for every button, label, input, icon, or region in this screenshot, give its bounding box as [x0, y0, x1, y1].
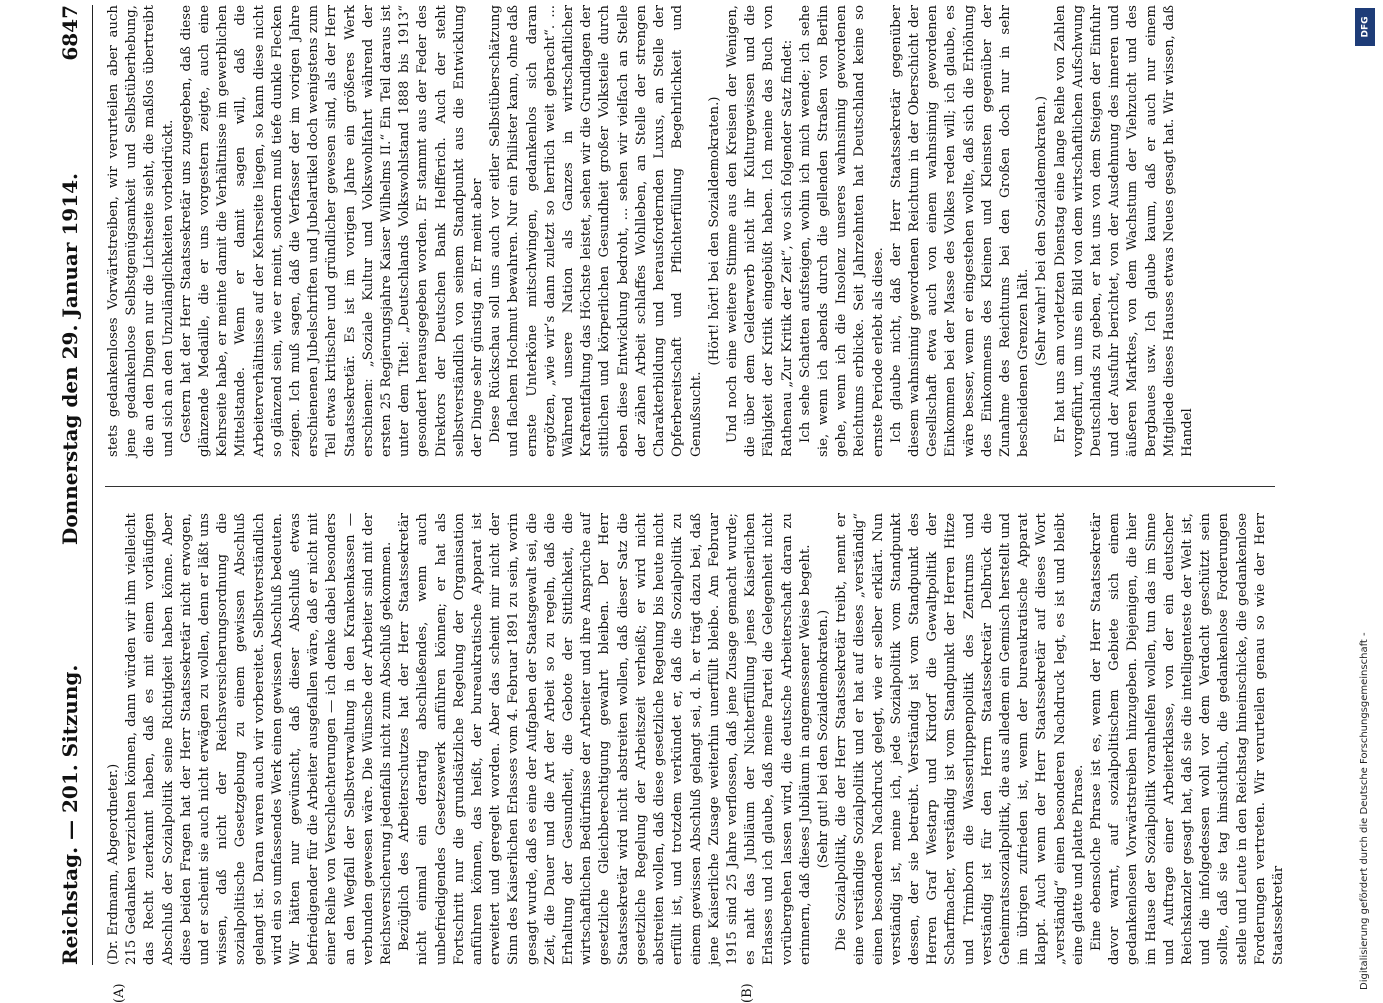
interjection: (Sehr gut! bei den Sozialdemokraten.) — [815, 609, 831, 869]
right-paragraph-5: Er hat uns am vorletzten Dienstag eine lange Reihe von Zahlen vorgeführt, um uns ein Bild von dem wirtschaftlichen Aufschwung Deutschlands zu geben, er hat uns von dem Steigen der Einfuhr und der Ausfuhr berichtet, von der Ausdehnung des inneren und äußeren Marktes, von dem Wachstum der Viehzucht und des Bergbaues usw. Ich glaube kaum, daß er auch nur einem Mitgliede dieses Hauses etwas Neues gesagt hat. Wir wissen, daß Handel — [1052, 5, 1195, 457]
right-paragraph-2: Gestern hat der Herr Staatssekretär uns zugegeben, daß diese glänzende Medaille, die er uns vorgestern zeigte, auch eine Kehrseite habe, er meinte damit die Verhältnisse im gewerblichen Mittelstande. Wenn er damit sagen will, daß die Arbeiterverhältnisse auf der Kehrseite liegen, so kann diese nicht so glänzend sein, wie er meint, sondern muß tiefe dunkle Flecken zeigen. Ich muß sagen, daß die Verfasser der im vorigen Jahre erschienenen Jubelschriften und Jubelartikel doch wenigstens zum Teil etwas kritischer und gründlicher gewesen sind, als der Herr Staatssekretär. Es ist im vorigen Jahre ein größeres Werk erschienen: „Soziale Kultur und Volkswohlfahrt während der ersten 25 Regierungsjahre Kaiser Wilhelms II.“ Ein Teil daraus ist unter dem Titel: „Deutschlands Volkswohlstand 1888 bis 1913“ gesondert herausgegeben worden. Er stammt aus der Feder des Direktors der Deutschen Bank Helfferich. Auch der steht selbstverständlich von seinem Standpunkt aus die Entwicklung der Dinge sehr günstig an. Er meint aber — [178, 5, 486, 457]
right-paragraph-4: Ich glaube nicht, daß der Herr Staatssekretär gegenüber diesem wahnsinnig gewordenen Reichtum in der Oberschicht der Gesellschaft etwa auch von einem wahnsinnig gewordenen Einkommen bei der Masse des Volkes reden will; ich glaube, es wäre besser, wenn er eingestehen wollte, daß sich die Erhöhung des Einkommens des Kleinen und Kleinsten gegenüber der Zunahme des Reichtums bei den Großen doch nur in sehr bescheidenen Grenzen hält. — [888, 5, 1032, 457]
dfg-logo: DFG — [1355, 8, 1375, 46]
left-paragraph-1: 215 Gedanken verzichten können, dann würden wir ihm vielleicht das Recht zuerkannt haben, daß es mit einem vorläufigen Abschluß der Sozialpolitik seine Richtigkeit haben könne. Aber diese beiden Fragen hat der Herr Staatssekretär nicht erwogen, und er scheint sie auch nicht erwägen zu wollen, denn er läßt uns wissen, daß nicht der Reichsversicherungsordnung die sozialpolitische Gesetzgebung zu einem gewissen Abschluß gelangt ist. Daran waren auch wir vorbereitet. Selbstverständlich wird ein so umfassendes Werk einen gewissen Abschluß bedeuten. Wir hätten nur gewünscht, daß dieser Abschluß etwas befriedigender für die Arbeiter ausgefallen wäre, daß er nicht mit einer Reihe von Verschlechterungen — ich denke dabei besonders an den Wegfall der Selbstverwaltung in den Krankenkassen — verbunden gewesen wäre. Die Wünsche der Arbeiter sind mit der Reichsversicherung jedenfalls nicht zum Abschluß gekommen. — [124, 513, 395, 965]
interjection: (Sehr wahr! bei den Sozialdemokraten.) — [1034, 95, 1050, 367]
credit-text: Digitalisierung gefördert durch die Deutsche Forschungsgemeinschaft - — [1359, 632, 1370, 990]
left-paragraph-3: Die Sozialpolitik, die der Herr Staatssekretär treibt, nennt er eine verständige Sozialpolitik und er hat auf dieses „verständig“ einen besonderen Nachdruck gelegt, wie er selber erklärt. Nun verständig ist, meine ich, jede Sozialpolitik vom Standpunkt dessen, der sie betreibt. Verständig ist vom Standpunkt des Herren Graf Westarp und Kirdorf die Gewaltpolitik der Scharfmacher, verständig ist vom Standpunkt der Herren Hitze und Trimborn die Wasserluppenpolitik des Zentrums und verständig ist für den Herrn Staatssekretär Delbrück die Geheimratssozialpolitik, die aus alledem ein Gemisch herstellt und im übrigen zufrieden ist, wenn der bureaukratische Apparat klappt. Auch wenn der Herr Staatssekretär auf dieses Wort „verständig“ einen besonderen Nachdruck legt, es ist und bleibt eine glatte und platte Phrase. — [834, 513, 1086, 965]
header-date: Donnerstag den 29. Januar 1914. — [58, 173, 82, 545]
header-title: Reichstag. — 201. Sitzung. — [58, 664, 82, 965]
rotated-document-page — [50, 5, 1290, 1003]
left-paragraph-2: Bezüglich des Arbeiterschutzes hat der Herr Staatssekretär nicht einmal ein derartig abschließendes, wenn auch unbefriedigendes Gesetzeswerk anführen können; er hat als Fortschritt nur die grundsätzliche Regelung der Organisation anführen können, das heißt, der bureaukratische Apparat ist erweitert und geregelt worden. Aber das scheint mir nicht der Sinn des Kaiserlichen Erlasses vom 4. Februar 1891 zu sein, worin gesagt wurde, daß es eine der Aufgaben der Staatsgewalt sei, die Zeit, die Dauer und die Art der Arbeit so zu regeln, daß die Erhaltung der Gesundheit, die Gebote der Sittlichkeit, die wirtschaftlichen Bedürfnisse der Arbeiter und ihre Ansprüche auf gesetzliche Gleichberechtigung gewahrt bleiben. Der Herr Staatssekretär wird nicht abstreiten wollen, daß dieser Satz die gesetzliche Regelung der Arbeitszeit verheißt; er wird nicht abstreiten wollen, daß diese gesetzliche Regelung bis heute nicht erfüllt ist, und trotzdem verkündet er, daß die Sozialpolitik zu einem gewissen Abschluß gelangt sei, d. h. er trägt dazu bei, daß jene Kaiserliche Zusage weiterhin unerfüllt bleibe. Am Februar 1915 sind 25 Jahre verflossen, daß jene Zusage gemacht wurde; es naht das Jubiläum der Nichterfüllung jenes Kaiserlichen Erlasses und ich glaube, daß meine Partei die Gelegenheit nicht vorübergehen lassen wird, die deutsche Arbeiterschaft daran zu erinnern, daß dieses Jubiläum in angemessener Weise begeht. — [397, 513, 813, 965]
page-header — [50, 5, 90, 965]
right-column — [105, 5, 1275, 457]
left-paragraph-4: Eine ebensolche Phrase ist es, wenn der Herr Staatssekretär davor warnt, auf sozialpolitischem Gebiete sich einem gedankenlosen Vorwärtstreiben hinzugeben. Diejenigen, die hier im Hause der Sozialpolitik voranhelfen wollen, tun das im Sinne und Auftrage einer Arbeiterklasse, von der ein deutscher Reichskanzler gesagt hat, daß sie die intelligenteste der Welt ist, und die infolgedessen wohl vor dem Verdacht geschützt sein sollte, daß sie tag hinsichtlich, die gedankenlose Forderungen stelle und Leute in den Reichstag hineinschicke, die gedankenlose Forderungen vertreten. Wir verurteilen genau so wie der Herr Staatssekretär — [1088, 513, 1286, 965]
interjection: (Hört! hört! bei den Sozialdemokraten.) — [706, 96, 722, 366]
quoted-passage: Diese Rückschau soll uns auch vor eitler Selbstüberschätzung und flachem Hochmut bewahren. Nur ein Philister kann, ohne daß ernste Unterköne mitschwingen, gedankenlos sich daran ergötzen, „wie wir’s dann zuletzt so herrlich weit gebracht“. ... Während unsere Nation als Ganzes in wirtschaftlicher Kraftentfaltung das Höchste leistet, sehen wir die Grundlagen der sittlichen und körperlichen Gesundheit großer Volksteile durch eben diese Entwicklung bedroht, ... sehen wir vielfach an Stelle der zähen Arbeit schlaffes Wohlleben, an Stelle der strengen Charakterbildung und herausfordernden Luxus, an Stelle der Opferbereitschaft und Pflichterfüllung Begehrlichkeit und Genußsucht. — [488, 5, 704, 457]
right-paragraph-1: stets gedankenloses Vorwärtstreiben, wir verurteilen aber auch jene gedankenlose Selbstgenügsamkeit und Selbstüberhebung, die an den Dingen nur die Lichtseite sieht, die maßlos übertreibt und sich an den Unzulänglichkeiten vorbeidrückt. — [106, 5, 176, 457]
right-paragraph-3: Und noch eine weitere Stimme aus den Kreisen der Wenigen, die über dem Gelderwerb nicht ihr Kulturgewissen und die Fähigkeit der Kritik eingebüßt haben. Ich meine das Buch von Rathenau „Zur Kritik der Zeit“, wo sich folgender Satz findet: — [724, 5, 795, 457]
quoted-passage: Ich sehe Schatten aufsteigen, wohin ich mich wende; ich sehe sie, wenn ich abends durch die gellenden Straßen von Berlin gehe, wenn ich die Insolenz unseres wahnsinnig gewordenen Reichtums erblicke. Seit Jahrzehnten hat Deutschland keine so ernste Periode erlebt als diese. — [797, 5, 886, 457]
speaker-label: (Dr. Erdmann, Abgeordneter.) — [106, 763, 121, 965]
header-rule — [92, 5, 93, 965]
margin-marker-b: (B) — [740, 983, 755, 1003]
left-column — [105, 513, 1286, 965]
page-number: 6847 — [58, 5, 82, 61]
margin-marker-a: (A) — [112, 983, 127, 1003]
column-divider — [105, 486, 1275, 487]
digitization-credit — [1355, 0, 1383, 1000]
